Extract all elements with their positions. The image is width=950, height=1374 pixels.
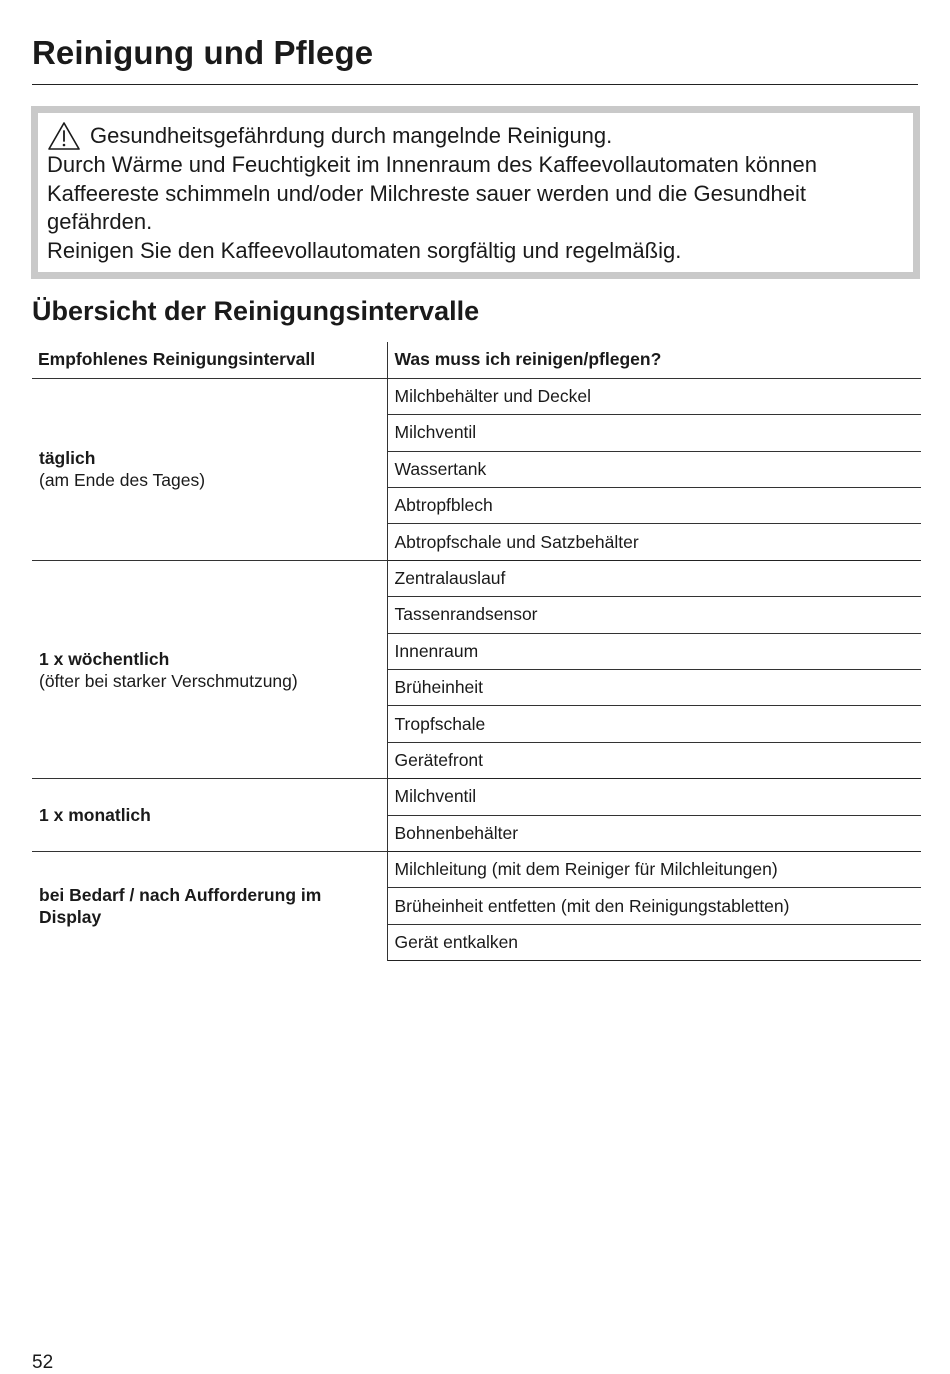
warning-triangle-icon (47, 121, 81, 151)
cleaning-item: Innenraum (387, 633, 921, 669)
interval-note: (am Ende des Tages) (39, 470, 206, 491)
cleaning-item: Milchleitung (mit dem Reiniger für Milchleitungen) (387, 851, 921, 887)
cleaning-item: Gerät entkalken (387, 924, 921, 960)
cleaning-item: Abtropfschale und Satzbehälter (387, 524, 921, 560)
cleaning-item: Tropfschale (387, 706, 921, 742)
cleaning-item: Brüheinheit (387, 670, 921, 706)
warning-heading: Gesundheitsgefährdung durch mangelnde Reinigung. (90, 122, 613, 148)
warning-heading-line (47, 121, 903, 151)
section-title: Übersicht der Reinigungsintervalle (32, 296, 480, 326)
cleaning-item: Brüheinheit entfetten (mit den Reinigungstabletten) (387, 888, 921, 924)
interval-name: 1 x wöchentlich (39, 648, 170, 669)
table-header-row (32, 342, 921, 378)
cleaning-item: Zentralauslauf (387, 560, 921, 596)
interval-cell (32, 779, 387, 852)
warning-box (31, 106, 920, 279)
title-divider (32, 84, 918, 85)
interval-name: 1 x monatlich (39, 805, 151, 826)
table-row (32, 779, 921, 815)
cleaning-item: Gerätefront (387, 742, 921, 778)
interval-note: (öfter bei starker Verschmutzung) (39, 670, 298, 691)
interval-cell (32, 378, 387, 560)
cleaning-item: Bohnenbehälter (387, 815, 921, 851)
cleaning-item: Milchbehälter und Deckel (387, 378, 921, 414)
page-title: Reinigung und Pflege (32, 34, 374, 71)
table-row (32, 851, 921, 887)
cleaning-item: Milchventil (387, 779, 921, 815)
interval-name: täglich (39, 448, 96, 469)
cleaning-item: Abtropfblech (387, 488, 921, 524)
column-header-items: Was muss ich reinigen/pflegen? (387, 342, 921, 378)
warning-instruction: Reinigen Sie den Kaffeevollautomaten sorgfältig und regelmäßig. (47, 237, 682, 263)
warning-text: Durch Wärme und Feuchtigkeit im Innenraum des Kaffeevollautomaten können Kaffeereste schimmeln und/oder Milchreste sauer werden und die Gesundheit gefährden. (47, 152, 818, 234)
cleaning-item: Wassertank (387, 451, 921, 487)
table-row (32, 560, 921, 596)
table-row (32, 378, 921, 414)
interval-name: bei Bedarf / nach Aufforderung im Display (39, 885, 322, 928)
interval-cell (32, 560, 387, 778)
column-header-interval: Empfohlenes Reinigungsintervall (32, 342, 387, 378)
cleaning-interval-table (32, 342, 921, 961)
cleaning-item: Milchventil (387, 415, 921, 451)
page-number: 52 (32, 1352, 54, 1373)
table-body (32, 378, 921, 960)
cleaning-item: Tassenrandsensor (387, 597, 921, 633)
interval-cell (32, 851, 387, 960)
